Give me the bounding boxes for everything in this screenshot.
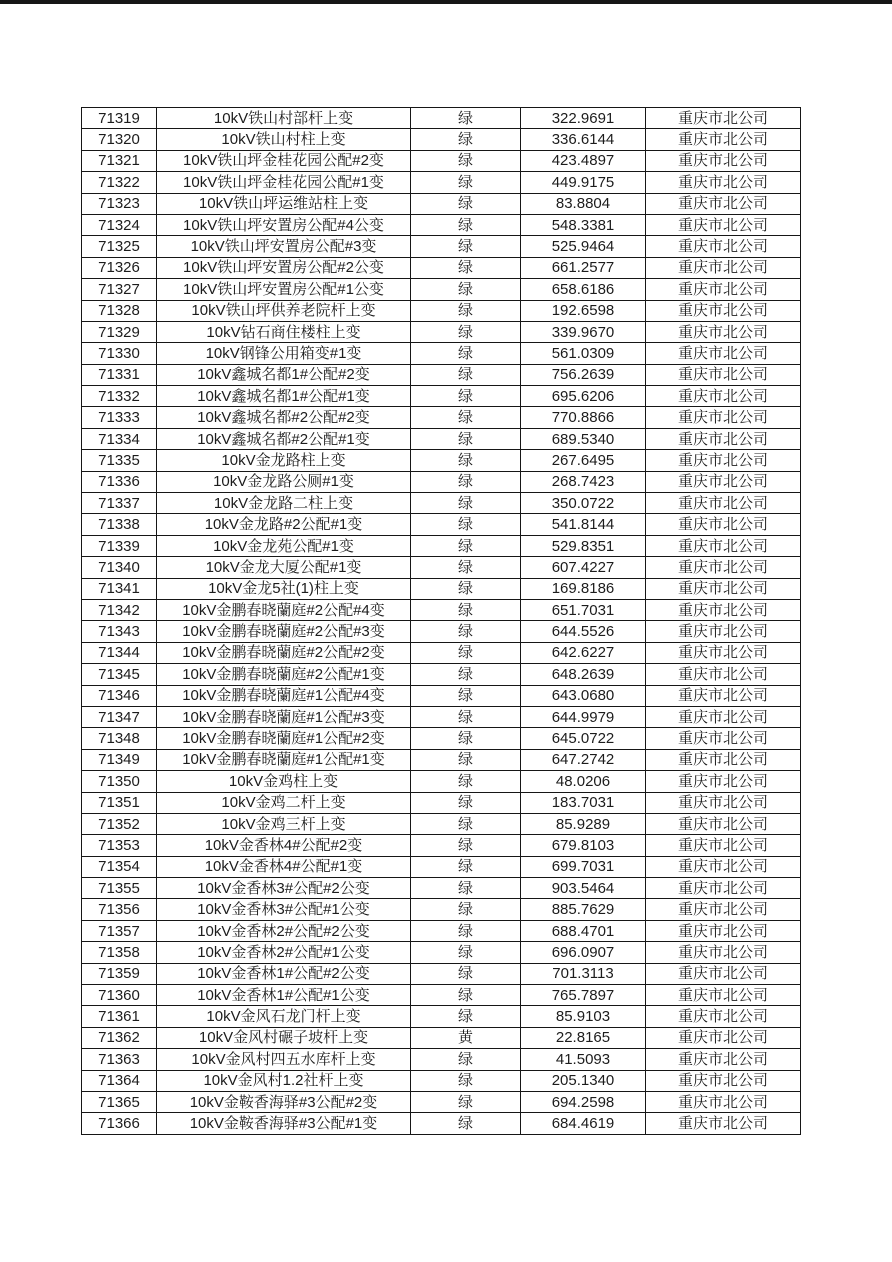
table-row [82, 428, 801, 449]
cell-status: 绿 [411, 1049, 521, 1070]
cell-value: 644.9979 [521, 706, 646, 727]
cell-status: 绿 [411, 300, 521, 321]
cell-id: 71334 [82, 428, 157, 449]
cell-company: 重庆市北公司 [646, 920, 801, 941]
cell-company: 重庆市北公司 [646, 1113, 801, 1135]
cell-value: 647.2742 [521, 749, 646, 770]
table-row [82, 599, 801, 620]
table-row [82, 193, 801, 214]
cell-company: 重庆市北公司 [646, 514, 801, 535]
cell-value: 423.4897 [521, 150, 646, 171]
cell-company: 重庆市北公司 [646, 792, 801, 813]
cell-value: 336.6144 [521, 129, 646, 150]
cell-id: 71365 [82, 1091, 157, 1112]
cell-id: 71333 [82, 407, 157, 428]
cell-name: 10kV金香林2#公配#1公变 [157, 942, 411, 963]
cell-status: 绿 [411, 664, 521, 685]
cell-name: 10kV金鸡二杆上变 [157, 792, 411, 813]
table-row [82, 236, 801, 257]
cell-status: 绿 [411, 728, 521, 749]
cell-company: 重庆市北公司 [646, 364, 801, 385]
table-row [82, 364, 801, 385]
table-row [82, 942, 801, 963]
cell-value: 695.6206 [521, 386, 646, 407]
cell-company: 重庆市北公司 [646, 1006, 801, 1027]
cell-value: 644.5526 [521, 621, 646, 642]
cell-company: 重庆市北公司 [646, 942, 801, 963]
cell-id: 71319 [82, 108, 157, 129]
table-body [82, 108, 801, 1135]
table-row [82, 771, 801, 792]
cell-status: 绿 [411, 578, 521, 599]
cell-status: 绿 [411, 214, 521, 235]
cell-name: 10kV金龙路公厕#1变 [157, 471, 411, 492]
cell-value: 645.0722 [521, 728, 646, 749]
table-row [82, 792, 801, 813]
cell-company: 重庆市北公司 [646, 835, 801, 856]
cell-company: 重庆市北公司 [646, 685, 801, 706]
cell-company: 重庆市北公司 [646, 771, 801, 792]
cell-company: 重庆市北公司 [646, 963, 801, 984]
cell-status: 绿 [411, 493, 521, 514]
cell-status: 绿 [411, 599, 521, 620]
cell-name: 10kV金鹏春晓蘭庭#1公配#1变 [157, 749, 411, 770]
cell-status: 绿 [411, 471, 521, 492]
cell-company: 重庆市北公司 [646, 321, 801, 342]
cell-company: 重庆市北公司 [646, 642, 801, 663]
cell-status: 绿 [411, 1006, 521, 1027]
cell-id: 71357 [82, 920, 157, 941]
cell-status: 绿 [411, 514, 521, 535]
cell-name: 10kV金鹏春晓蘭庭#2公配#4变 [157, 599, 411, 620]
table-row [82, 386, 801, 407]
table-row [82, 450, 801, 471]
table-row [82, 129, 801, 150]
cell-name: 10kV金龙路#2公配#1变 [157, 514, 411, 535]
cell-id: 71346 [82, 685, 157, 706]
cell-id: 71335 [82, 450, 157, 471]
cell-company: 重庆市北公司 [646, 129, 801, 150]
page-top-border [0, 0, 892, 4]
cell-name: 10kV铁山坪安置房公配#1公变 [157, 279, 411, 300]
table-row [82, 642, 801, 663]
cell-company: 重庆市北公司 [646, 450, 801, 471]
table-row [82, 172, 801, 193]
table-row [82, 321, 801, 342]
cell-company: 重庆市北公司 [646, 599, 801, 620]
cell-id: 71363 [82, 1049, 157, 1070]
cell-name: 10kV铁山坪金桂花园公配#2变 [157, 150, 411, 171]
cell-status: 绿 [411, 642, 521, 663]
cell-company: 重庆市北公司 [646, 578, 801, 599]
cell-name: 10kV鑫城名都#2公配#2变 [157, 407, 411, 428]
cell-value: 689.5340 [521, 428, 646, 449]
cell-id: 71361 [82, 1006, 157, 1027]
table-row [82, 535, 801, 556]
cell-name: 10kV金鹏春晓蘭庭#1公配#2变 [157, 728, 411, 749]
table-row [82, 557, 801, 578]
cell-id: 71341 [82, 578, 157, 599]
cell-company: 重庆市北公司 [646, 471, 801, 492]
cell-value: 696.0907 [521, 942, 646, 963]
cell-status: 绿 [411, 749, 521, 770]
cell-status: 绿 [411, 321, 521, 342]
table-row [82, 514, 801, 535]
cell-value: 642.6227 [521, 642, 646, 663]
table-row [82, 813, 801, 834]
cell-id: 71360 [82, 985, 157, 1006]
cell-value: 903.5464 [521, 878, 646, 899]
cell-name: 10kV金鹏春晓蘭庭#1公配#4变 [157, 685, 411, 706]
cell-status: 绿 [411, 920, 521, 941]
cell-name: 10kV金香林1#公配#1公变 [157, 985, 411, 1006]
cell-value: 169.8186 [521, 578, 646, 599]
cell-id: 71351 [82, 792, 157, 813]
cell-name: 10kV铁山村柱上变 [157, 129, 411, 150]
table-row [82, 1070, 801, 1091]
cell-name: 10kV铁山坪安置房公配#2公变 [157, 257, 411, 278]
table-row [82, 407, 801, 428]
cell-id: 71358 [82, 942, 157, 963]
cell-value: 449.9175 [521, 172, 646, 193]
cell-id: 71326 [82, 257, 157, 278]
cell-name: 10kV金香林3#公配#1公变 [157, 899, 411, 920]
cell-status: 绿 [411, 364, 521, 385]
cell-company: 重庆市北公司 [646, 214, 801, 235]
cell-id: 71343 [82, 621, 157, 642]
cell-status: 黄 [411, 1027, 521, 1048]
cell-name: 10kV钢锋公用箱变#1变 [157, 343, 411, 364]
table-row [82, 1091, 801, 1112]
table-row [82, 1113, 801, 1135]
cell-company: 重庆市北公司 [646, 664, 801, 685]
cell-name: 10kV金风村1.2社杆上变 [157, 1070, 411, 1091]
cell-id: 71323 [82, 193, 157, 214]
cell-value: 643.0680 [521, 685, 646, 706]
table-row [82, 835, 801, 856]
cell-name: 10kV金鹏春晓蘭庭#1公配#3变 [157, 706, 411, 727]
cell-company: 重庆市北公司 [646, 193, 801, 214]
cell-name: 10kV金龙5社(1)柱上变 [157, 578, 411, 599]
table-row [82, 300, 801, 321]
cell-value: 322.9691 [521, 108, 646, 129]
cell-id: 71350 [82, 771, 157, 792]
cell-value: 183.7031 [521, 792, 646, 813]
cell-id: 71325 [82, 236, 157, 257]
cell-name: 10kV金鸡柱上变 [157, 771, 411, 792]
cell-company: 重庆市北公司 [646, 856, 801, 877]
cell-name: 10kV金鹏春晓蘭庭#2公配#3变 [157, 621, 411, 642]
cell-name: 10kV鑫城名都1#公配#2变 [157, 364, 411, 385]
cell-status: 绿 [411, 813, 521, 834]
cell-name: 10kV金风村碾子坡杆上变 [157, 1027, 411, 1048]
cell-value: 658.6186 [521, 279, 646, 300]
cell-value: 651.7031 [521, 599, 646, 620]
cell-id: 71324 [82, 214, 157, 235]
cell-status: 绿 [411, 706, 521, 727]
cell-company: 重庆市北公司 [646, 386, 801, 407]
cell-company: 重庆市北公司 [646, 493, 801, 514]
cell-status: 绿 [411, 236, 521, 257]
cell-value: 541.8144 [521, 514, 646, 535]
table-row [82, 257, 801, 278]
table-row [82, 343, 801, 364]
cell-name: 10kV金香林4#公配#1变 [157, 856, 411, 877]
cell-name: 10kV铁山村部杆上变 [157, 108, 411, 129]
table-row [82, 471, 801, 492]
cell-value: 268.7423 [521, 471, 646, 492]
cell-status: 绿 [411, 108, 521, 129]
cell-value: 525.9464 [521, 236, 646, 257]
cell-value: 756.2639 [521, 364, 646, 385]
table-row [82, 578, 801, 599]
cell-status: 绿 [411, 343, 521, 364]
table-row [82, 706, 801, 727]
cell-name: 10kV金香林1#公配#2公变 [157, 963, 411, 984]
cell-company: 重庆市北公司 [646, 343, 801, 364]
cell-value: 770.8866 [521, 407, 646, 428]
cell-name: 10kV铁山坪安置房公配#3变 [157, 236, 411, 257]
cell-id: 71339 [82, 535, 157, 556]
cell-status: 绿 [411, 279, 521, 300]
cell-company: 重庆市北公司 [646, 1049, 801, 1070]
table-row [82, 279, 801, 300]
cell-value: 22.8165 [521, 1027, 646, 1048]
cell-status: 绿 [411, 685, 521, 706]
cell-name: 10kV钻石商住楼柱上变 [157, 321, 411, 342]
cell-name: 10kV金风石龙门杆上变 [157, 1006, 411, 1027]
cell-company: 重庆市北公司 [646, 1091, 801, 1112]
cell-company: 重庆市北公司 [646, 428, 801, 449]
cell-id: 71359 [82, 963, 157, 984]
cell-company: 重庆市北公司 [646, 706, 801, 727]
cell-id: 71332 [82, 386, 157, 407]
cell-id: 71338 [82, 514, 157, 535]
cell-value: 41.5093 [521, 1049, 646, 1070]
cell-value: 684.4619 [521, 1113, 646, 1135]
cell-value: 648.2639 [521, 664, 646, 685]
cell-name: 10kV金鹏春晓蘭庭#2公配#1变 [157, 664, 411, 685]
cell-id: 71356 [82, 899, 157, 920]
cell-value: 192.6598 [521, 300, 646, 321]
cell-name: 10kV金风村四五水库杆上变 [157, 1049, 411, 1070]
cell-status: 绿 [411, 1113, 521, 1135]
cell-company: 重庆市北公司 [646, 557, 801, 578]
cell-name: 10kV鑫城名都1#公配#1变 [157, 386, 411, 407]
cell-status: 绿 [411, 386, 521, 407]
cell-company: 重庆市北公司 [646, 300, 801, 321]
cell-status: 绿 [411, 1070, 521, 1091]
cell-name: 10kV金鸡三杆上变 [157, 813, 411, 834]
table-row [82, 214, 801, 235]
cell-id: 71328 [82, 300, 157, 321]
cell-status: 绿 [411, 621, 521, 642]
transformer-table [81, 107, 801, 1135]
cell-company: 重庆市北公司 [646, 749, 801, 770]
cell-status: 绿 [411, 963, 521, 984]
cell-name: 10kV铁山坪金桂花园公配#1变 [157, 172, 411, 193]
cell-company: 重庆市北公司 [646, 172, 801, 193]
cell-name: 10kV金香林4#公配#2变 [157, 835, 411, 856]
cell-id: 71322 [82, 172, 157, 193]
cell-status: 绿 [411, 942, 521, 963]
cell-value: 548.3381 [521, 214, 646, 235]
table-row [82, 878, 801, 899]
cell-id: 71342 [82, 599, 157, 620]
cell-name: 10kV金香林2#公配#2公变 [157, 920, 411, 941]
cell-value: 267.6495 [521, 450, 646, 471]
table-row [82, 150, 801, 171]
cell-value: 339.9670 [521, 321, 646, 342]
cell-status: 绿 [411, 535, 521, 556]
cell-id: 71355 [82, 878, 157, 899]
cell-company: 重庆市北公司 [646, 1070, 801, 1091]
cell-id: 71340 [82, 557, 157, 578]
cell-status: 绿 [411, 557, 521, 578]
cell-value: 885.7629 [521, 899, 646, 920]
cell-name: 10kV金龙路二柱上变 [157, 493, 411, 514]
cell-name: 10kV铁山坪安置房公配#4公变 [157, 214, 411, 235]
cell-status: 绿 [411, 129, 521, 150]
cell-value: 85.9103 [521, 1006, 646, 1027]
cell-company: 重庆市北公司 [646, 236, 801, 257]
cell-id: 71352 [82, 813, 157, 834]
cell-name: 10kV鑫城名都#2公配#1变 [157, 428, 411, 449]
table-row [82, 1027, 801, 1048]
cell-company: 重庆市北公司 [646, 899, 801, 920]
cell-value: 661.2577 [521, 257, 646, 278]
cell-id: 71330 [82, 343, 157, 364]
cell-id: 71362 [82, 1027, 157, 1048]
cell-name: 10kV金鹏春晓蘭庭#2公配#2变 [157, 642, 411, 663]
cell-company: 重庆市北公司 [646, 1027, 801, 1048]
cell-id: 71366 [82, 1113, 157, 1135]
cell-id: 71347 [82, 706, 157, 727]
cell-company: 重庆市北公司 [646, 108, 801, 129]
cell-id: 71348 [82, 728, 157, 749]
cell-name: 10kV金香林3#公配#2公变 [157, 878, 411, 899]
cell-id: 71321 [82, 150, 157, 171]
cell-status: 绿 [411, 899, 521, 920]
cell-company: 重庆市北公司 [646, 813, 801, 834]
table-row [82, 621, 801, 642]
cell-company: 重庆市北公司 [646, 621, 801, 642]
cell-value: 688.4701 [521, 920, 646, 941]
cell-value: 205.1340 [521, 1070, 646, 1091]
table-row [82, 985, 801, 1006]
cell-company: 重庆市北公司 [646, 878, 801, 899]
cell-id: 71320 [82, 129, 157, 150]
table-row [82, 685, 801, 706]
cell-id: 71337 [82, 493, 157, 514]
table-row [82, 749, 801, 770]
cell-id: 71327 [82, 279, 157, 300]
cell-name: 10kV金鞍香海驿#3公配#1变 [157, 1113, 411, 1135]
cell-status: 绿 [411, 771, 521, 792]
cell-value: 607.4227 [521, 557, 646, 578]
cell-id: 71353 [82, 835, 157, 856]
cell-status: 绿 [411, 878, 521, 899]
table-row [82, 920, 801, 941]
cell-company: 重庆市北公司 [646, 407, 801, 428]
table-row [82, 664, 801, 685]
cell-name: 10kV铁山坪运维站柱上变 [157, 193, 411, 214]
cell-status: 绿 [411, 172, 521, 193]
cell-company: 重庆市北公司 [646, 728, 801, 749]
cell-name: 10kV金龙大厦公配#1变 [157, 557, 411, 578]
cell-id: 71345 [82, 664, 157, 685]
cell-value: 701.3113 [521, 963, 646, 984]
cell-status: 绿 [411, 193, 521, 214]
cell-id: 71354 [82, 856, 157, 877]
table-row [82, 108, 801, 129]
table-row [82, 728, 801, 749]
table-row [82, 1049, 801, 1070]
cell-company: 重庆市北公司 [646, 150, 801, 171]
cell-status: 绿 [411, 856, 521, 877]
cell-status: 绿 [411, 150, 521, 171]
cell-id: 71364 [82, 1070, 157, 1091]
cell-id: 71344 [82, 642, 157, 663]
cell-id: 71329 [82, 321, 157, 342]
cell-status: 绿 [411, 428, 521, 449]
cell-id: 71331 [82, 364, 157, 385]
cell-company: 重庆市北公司 [646, 535, 801, 556]
table-row [82, 856, 801, 877]
cell-status: 绿 [411, 450, 521, 471]
table-row [82, 1006, 801, 1027]
cell-status: 绿 [411, 257, 521, 278]
cell-name: 10kV铁山坪供养老院杆上变 [157, 300, 411, 321]
cell-value: 48.0206 [521, 771, 646, 792]
cell-name: 10kV金鞍香海驿#3公配#2变 [157, 1091, 411, 1112]
cell-status: 绿 [411, 407, 521, 428]
cell-value: 694.2598 [521, 1091, 646, 1112]
cell-value: 83.8804 [521, 193, 646, 214]
table-row [82, 899, 801, 920]
cell-value: 85.9289 [521, 813, 646, 834]
cell-status: 绿 [411, 835, 521, 856]
cell-value: 699.7031 [521, 856, 646, 877]
cell-company: 重庆市北公司 [646, 257, 801, 278]
cell-company: 重庆市北公司 [646, 279, 801, 300]
cell-status: 绿 [411, 792, 521, 813]
cell-value: 529.8351 [521, 535, 646, 556]
cell-id: 71349 [82, 749, 157, 770]
cell-status: 绿 [411, 985, 521, 1006]
cell-status: 绿 [411, 1091, 521, 1112]
table-row [82, 963, 801, 984]
cell-company: 重庆市北公司 [646, 985, 801, 1006]
cell-value: 350.0722 [521, 493, 646, 514]
cell-name: 10kV金龙路柱上变 [157, 450, 411, 471]
cell-value: 679.8103 [521, 835, 646, 856]
cell-id: 71336 [82, 471, 157, 492]
cell-value: 561.0309 [521, 343, 646, 364]
table-row [82, 493, 801, 514]
cell-name: 10kV金龙苑公配#1变 [157, 535, 411, 556]
cell-value: 765.7897 [521, 985, 646, 1006]
